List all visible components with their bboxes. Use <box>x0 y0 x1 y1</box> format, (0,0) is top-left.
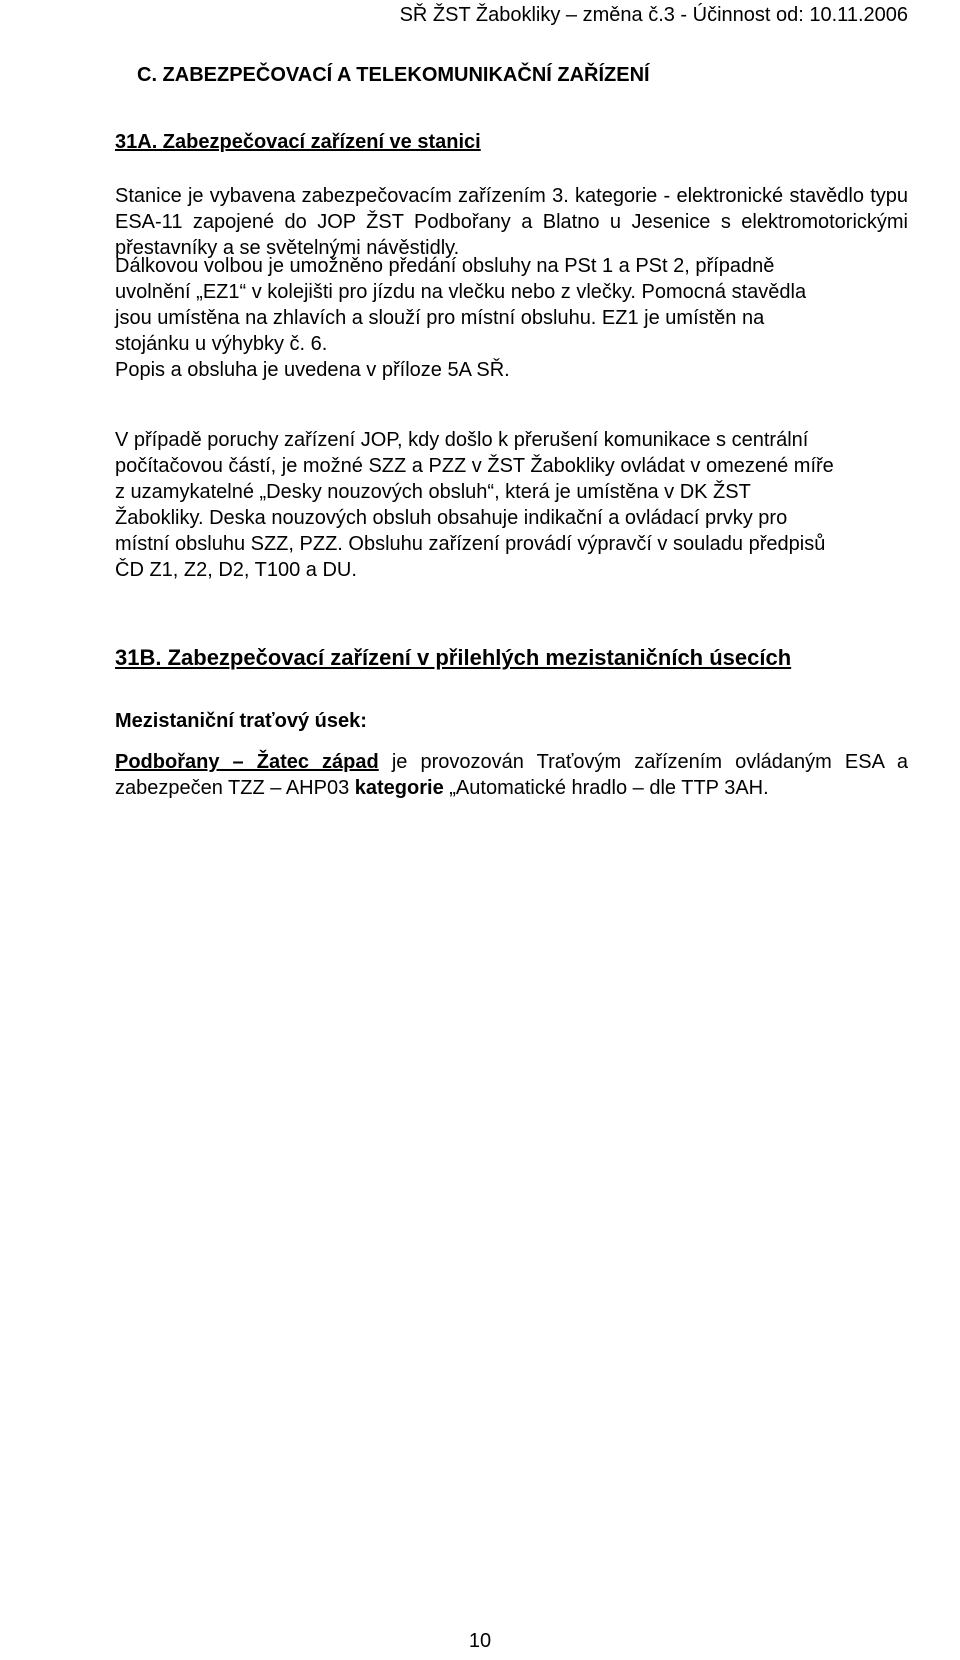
subsection-a-title: 31A. Zabezpečovací zařízení ve stanici <box>115 131 481 153</box>
text-line: Dálkovou volbou je umožněno předání obsluhy na PSt 1 a PSt 2, případně <box>115 255 775 277</box>
category-label: kategorie <box>354 777 444 799</box>
text-line: místní obsluhu SZZ, PZZ. Obsluhu zařízení provádí výpravčí v souladu předpisů <box>115 533 826 555</box>
text-line: ČD Z1, Z2, D2, T100 a DU. <box>115 559 357 581</box>
text-line: Popis a obsluha je uvedena v příloze 5A SŘ. <box>115 359 510 381</box>
text-line: V případě poruchy zařízení JOP, kdy došlo k přerušení komunikace s centrální <box>115 429 809 451</box>
page-header: SŘ ŽST Žabokliky – změna č.3 - Účinnost od: 10.11.2006 <box>399 4 908 26</box>
subheading-interstation-section: Mezistaniční traťový úsek: <box>115 710 367 732</box>
page-number: 10 <box>468 1630 492 1652</box>
subsection-b-title: 31B. Zabezpečovací zařízení v přilehlých mezistaničních úsecích <box>115 645 792 670</box>
route-name: Podbořany – Žatec západ <box>115 751 379 773</box>
route-text-part2: „Automatické hradlo – dle TTP 3AH. <box>443 777 769 799</box>
text-line: jsou umístěna na zhlavích a slouží pro místní obsluhu. EZ1 je umístěn na <box>115 307 765 329</box>
text-line: uvolnění „EZ1“ v kolejišti pro jízdu na vlečku nebo z vlečky. Pomocná stavědla <box>115 281 807 303</box>
section-title: C. ZABEZPEČOVACÍ A TELEKOMUNIKAČNÍ ZAŘÍZENÍ <box>137 64 650 86</box>
paragraph-route-equipment <box>115 749 908 801</box>
text-line: stojánku u výhybky č. 6. <box>115 333 328 355</box>
route-text-part1: je provozován Traťovým zařízením ovládaným ESA a zabezpečen TZZ – AHP03 <box>115 751 909 799</box>
paragraph-emergency-panel <box>115 427 908 583</box>
text-line: Žabokliky. Deska nouzových obsluh obsahuje indikační a ovládací prvky pro <box>115 507 788 529</box>
paragraph-station-equipment: Stanice je vybavena zabezpečovacím zařízením 3. kategorie - elektronické stavědlo typu ESA-11 zapojené do JOP ŽST Podbořany a Blatno u Jesenice s elektromotorickými přestavníky a se světelnými návěstidly. <box>115 185 908 259</box>
text-line: z uzamykatelné „Desky nouzových obsluh“, která je umístěna v DK ŽST <box>115 481 751 503</box>
paragraph-remote-control <box>115 253 908 383</box>
text-line: počítačovou částí, je možné SZZ a PZZ v ŽST Žabokliky ovládat v omezené míře <box>115 455 834 477</box>
